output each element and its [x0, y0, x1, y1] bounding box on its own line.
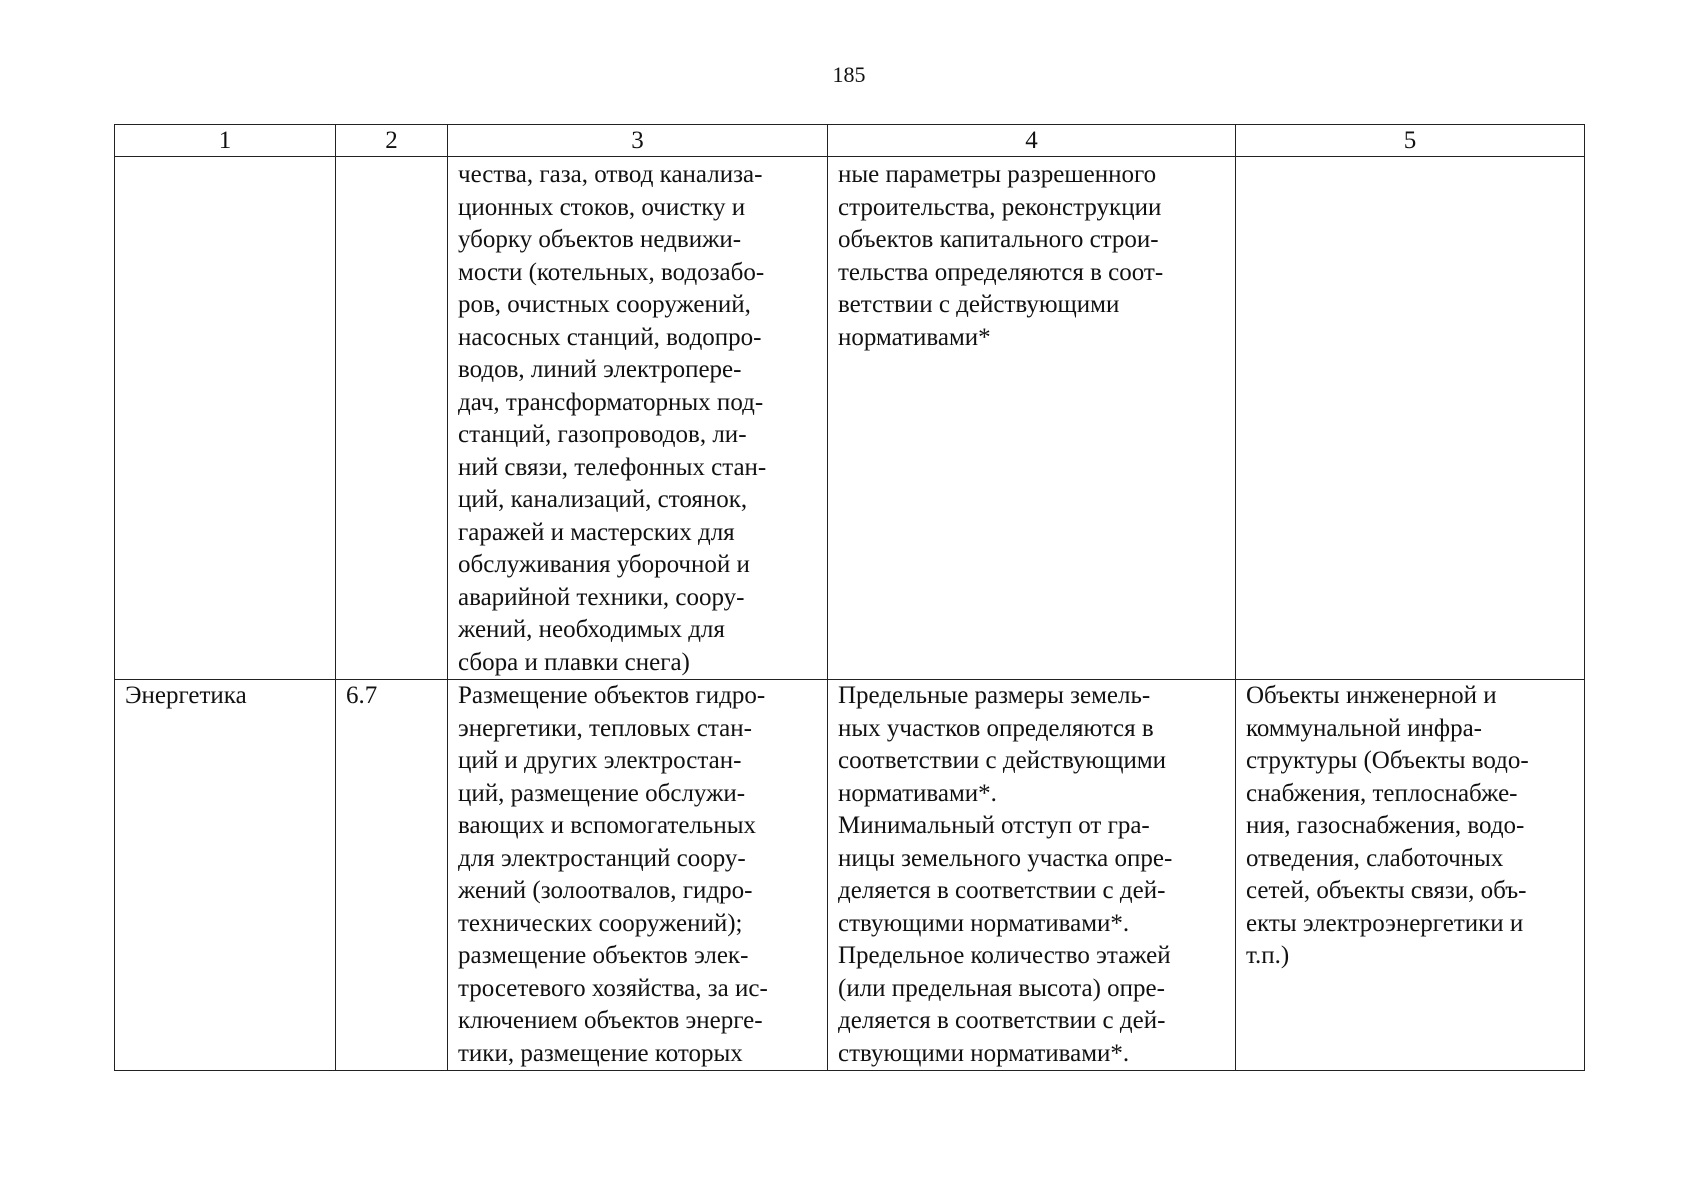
description-text: Размещение объектов гидро- энергетики, тепловых стан- ций и других электростан- ций, размещение обслужи- вающих и вспомогательных для электростанций соору- жений (золоотвалов, гидро- технических сооружений); размещение объектов элек- тросетевого хозяйства, за ис- ключением объектов энерге- тики, размещение которых: [458, 682, 768, 1067]
auxiliary-uses-cell: [1236, 157, 1585, 680]
column-header: 2: [336, 125, 448, 157]
table-row: [115, 680, 1585, 1071]
column-header: 5: [1236, 125, 1585, 157]
description-text: чества, газа, отвод канализа- ционных стоков, очистку и уборку объектов недвижи- мости (котельных, водозабо- ров, очистных сооружений, насосных станций, водопро- водов, линий электропере- дач, трансформаторных под- станций, газопроводов, ли- ний связи, телефонных стан- ций, канализаций, стоянок, гаражей и мастерских для обслуживания уборочной и аварийной техники, соору- жений, необходимых для сбора и плавки снега): [458, 161, 767, 676]
parameters-text: ные параметры разрешенного строительства, реконструкции объектов капитального строи- тельства определяются в соот- ветствии с действующими нормативами*: [838, 161, 1164, 351]
page-number: 185: [832, 62, 866, 87]
column-header: 3: [448, 125, 828, 157]
code-cell: [336, 157, 448, 680]
code-cell: [336, 680, 448, 1071]
table-header-row: [115, 125, 1585, 157]
use-type-cell: [115, 157, 336, 680]
parameters-cell: [828, 680, 1236, 1071]
table-row: [115, 157, 1585, 680]
description-cell: [448, 680, 828, 1071]
auxiliary-uses-cell: [1236, 680, 1585, 1071]
use-type-cell: [115, 680, 336, 1071]
parameters-text: Предельные размеры земель- ных участков определяются в соответствии с действующими нормативами*. Минимальный отступ от гра- ницы земельного участка опре- деляется в соответствии с дей- ствующими нормативами*. Предельное количество этажей (или предельная высота) опре- деляется в соответствии с дей- ствующими нормативами*.: [838, 682, 1173, 1067]
parameters-cell: [828, 157, 1236, 680]
code-text: 6.7: [346, 682, 378, 709]
regulations-table: [114, 124, 1585, 1071]
auxiliary-uses-text: Объекты инженерной и коммунальной инфра- структуры (Объекты водо- снабжения, теплоснабже- ния, газоснабжения, водо- отведения, слаботочных сетей, объекты связи, объ- екты электроэнергетики и т.п.): [1246, 682, 1529, 969]
use-type-text: Энергетика: [125, 682, 247, 709]
column-header: 1: [115, 125, 336, 157]
column-header: 4: [828, 125, 1236, 157]
description-cell: [448, 157, 828, 680]
